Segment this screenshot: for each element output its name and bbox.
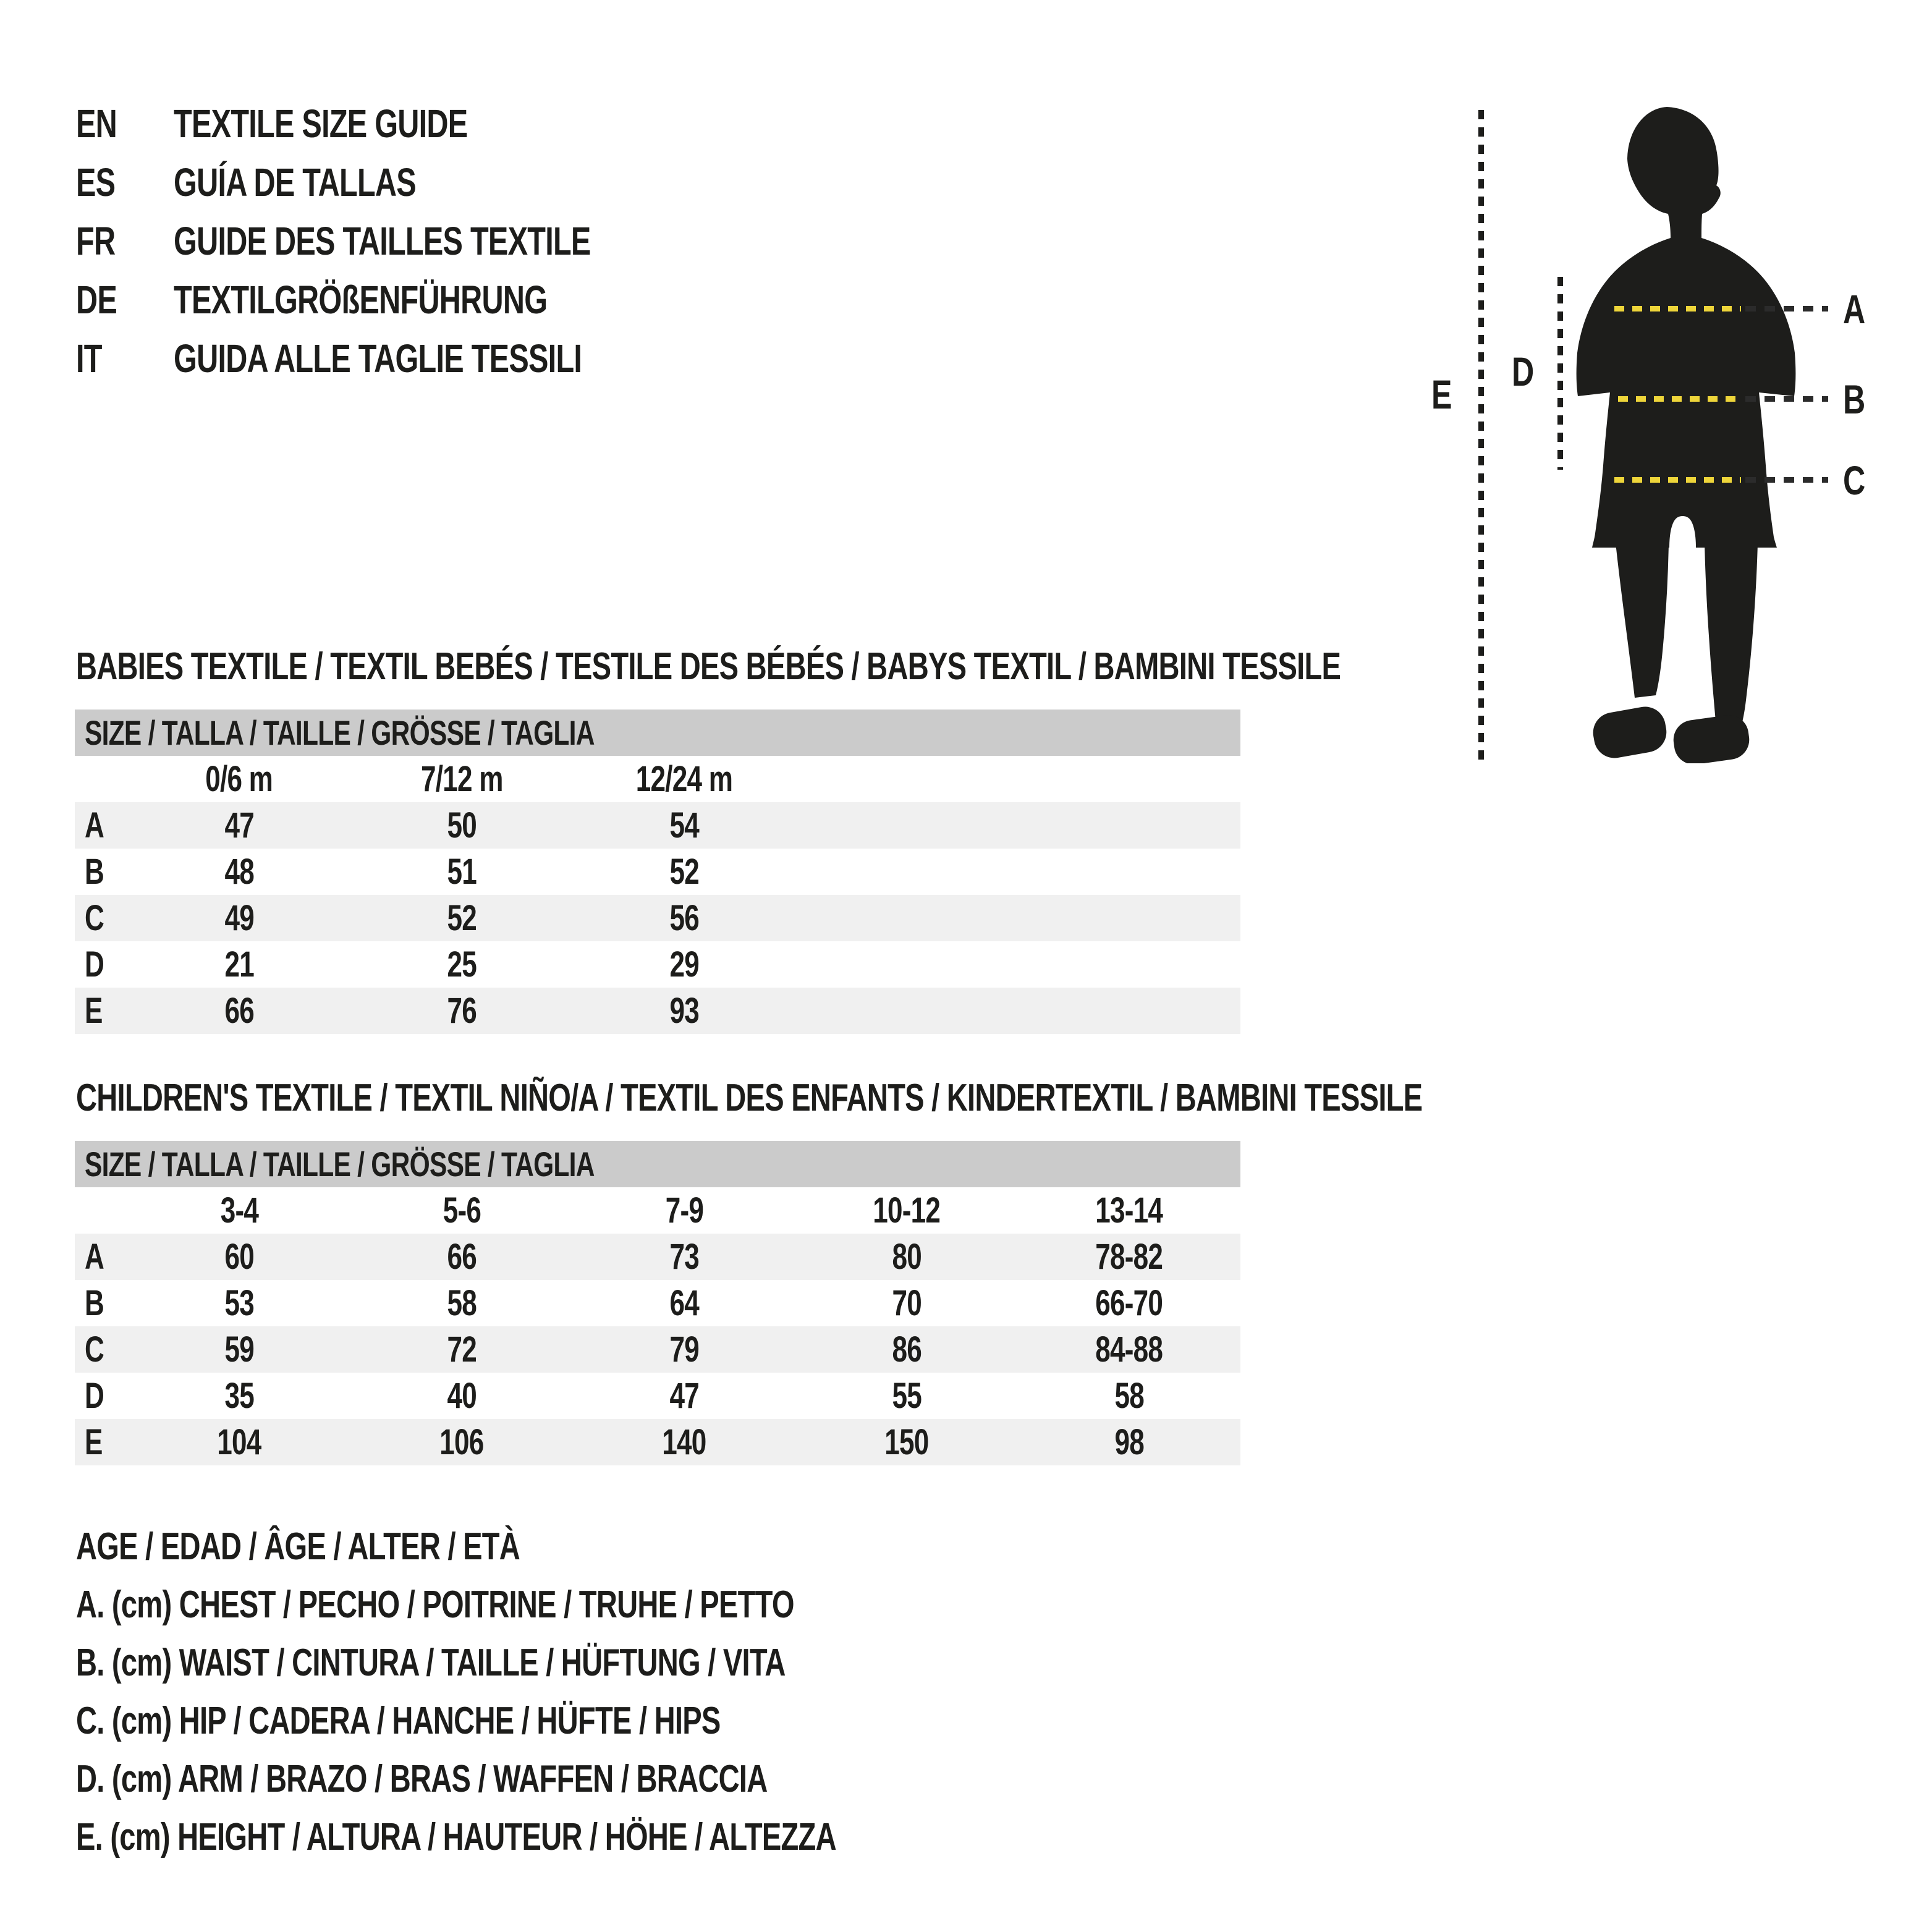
table-cell-text: 72: [447, 1329, 477, 1370]
legend-line: [76, 1692, 1076, 1750]
column-header: [573, 1190, 795, 1231]
column-header: [573, 758, 795, 800]
table-row: [75, 849, 1240, 895]
table-row: [75, 1419, 1240, 1465]
babies-size-header-bar: [75, 710, 1240, 756]
table-cell-text: 60: [224, 1237, 254, 1277]
babies-size-table: [75, 710, 1240, 1034]
table-cell-text: 50: [447, 805, 477, 845]
legend-line-text: E. (cm) HEIGHT / ALTURA / HAUTEUR / HÖHE / ALTEZZA: [76, 1815, 836, 1858]
hip-line-dark-dashes: [1745, 477, 1828, 483]
column-header-text: 0/6 m: [205, 759, 273, 799]
language-code: EN: [76, 101, 117, 146]
table-row: [75, 1280, 1240, 1326]
language-code: ES: [76, 159, 116, 205]
language-code: FR: [76, 218, 116, 263]
table-cell-text: 76: [447, 991, 477, 1031]
language-title-list: [76, 94, 722, 388]
table-cell-text: 55: [892, 1376, 922, 1416]
table-cell: [128, 944, 350, 985]
table-cell: [350, 805, 573, 846]
language-title: TEXTILGRÖßENFÜHRUNG: [174, 277, 548, 322]
table-cell: [128, 990, 350, 1032]
table-cell-text: 54: [669, 805, 699, 845]
table-row: [75, 941, 1240, 988]
table-cell-text: 73: [669, 1237, 699, 1277]
children-size-header-text: SIZE / TALLA / TAILLE / GRÖSSE / TAGLIA: [85, 1145, 595, 1184]
table-cell-text: 56: [669, 898, 699, 938]
legend-line: [76, 1517, 1076, 1575]
measurement-legend: [76, 1517, 1076, 1866]
table-cell-text: 47: [669, 1376, 699, 1416]
table-row: [75, 988, 1240, 1034]
row-label: [75, 1329, 128, 1370]
hip-line-yellow-dashes: [1614, 477, 1741, 483]
table-cell: [128, 851, 350, 892]
table-cell: [1018, 1421, 1240, 1463]
row-label-text: D: [85, 944, 104, 985]
table-cell: [1018, 1329, 1240, 1370]
table-cell: [128, 897, 350, 939]
table-cell: [128, 1375, 350, 1417]
table-cell: [350, 1421, 573, 1463]
table-cell-text: 66: [224, 991, 254, 1031]
table-cell: [795, 1236, 1018, 1277]
column-header-text: 7-9: [665, 1190, 703, 1231]
legend-line: [76, 1575, 1076, 1633]
column-header: [350, 758, 573, 800]
column-header: [350, 1190, 573, 1231]
table-cell-text: 106: [439, 1422, 484, 1462]
children-size-header-bar: [75, 1141, 1240, 1187]
table-cell: [128, 1329, 350, 1370]
arm-measure-dashed-line: [1557, 277, 1563, 470]
table-cell: [350, 1375, 573, 1417]
table-cell-text: 64: [669, 1283, 699, 1323]
table-row: [75, 895, 1240, 941]
table-cell-text: 51: [447, 852, 477, 892]
table-cell-text: 25: [447, 944, 477, 985]
legend-line: [76, 1750, 1076, 1808]
column-header: [795, 1190, 1018, 1231]
column-header-text: 7/12 m: [420, 759, 503, 799]
language-row: [76, 153, 722, 211]
height-measure-dashed-line: [1478, 110, 1484, 763]
marker-label-arm: D: [1512, 349, 1534, 394]
marker-label-height: E: [1431, 371, 1452, 417]
table-cell: [795, 1329, 1018, 1370]
table-cell-text: 70: [892, 1283, 922, 1323]
table-cell: [1018, 1236, 1240, 1277]
language-row: [76, 211, 722, 270]
table-cell-text: 49: [224, 898, 254, 938]
language-row: [76, 94, 722, 153]
column-header-text: 13-14: [1095, 1190, 1163, 1231]
table-cell: [573, 944, 795, 985]
language-title: GUÍA DE TALLAS: [174, 159, 416, 205]
table-cell-text: 47: [224, 805, 254, 845]
language-title: GUIDE DES TAILLES TEXTILE: [174, 218, 591, 263]
column-header-text: 10-12: [873, 1190, 941, 1231]
child-silhouette: [1575, 107, 1797, 763]
table-cell-text: 104: [217, 1422, 261, 1462]
table-cell-text: 98: [1114, 1422, 1144, 1462]
row-label: [75, 944, 128, 985]
legend-line-text: C. (cm) HIP / CADERA / HANCHE / HÜFTE / HIPS: [76, 1699, 721, 1742]
table-cell: [350, 897, 573, 939]
marker-label-chest: A: [1843, 286, 1865, 332]
marker-label-waist: B: [1843, 376, 1865, 422]
table-cell: [573, 1421, 795, 1463]
table-cell-text: 59: [224, 1329, 254, 1370]
table-cell-text: 52: [669, 852, 699, 892]
row-label: [75, 1236, 128, 1277]
table-cell: [350, 944, 573, 985]
table-cell: [350, 1236, 573, 1277]
legend-line-text: A. (cm) CHEST / PECHO / POITRINE / TRUHE / PETTO: [76, 1583, 794, 1626]
table-cell-text: 58: [447, 1283, 477, 1323]
table-cell: [573, 1375, 795, 1417]
legend-line-text: D. (cm) ARM / BRAZO / BRAS / WAFFEN / BRACCIA: [76, 1757, 768, 1800]
table-cell: [573, 805, 795, 846]
language-code: DE: [76, 277, 117, 322]
table-cell: [573, 1329, 795, 1370]
legend-line-text: B. (cm) WAIST / CINTURA / TAILLE / HÜFTUNG / VITA: [76, 1641, 786, 1684]
language-title: TEXTILE SIZE GUIDE: [174, 101, 468, 146]
marker-label-hip: C: [1843, 457, 1865, 503]
legend-line: [76, 1808, 1076, 1866]
table-cell: [128, 1236, 350, 1277]
table-row: [75, 802, 1240, 849]
row-label: [75, 897, 128, 939]
babies-size-header-text: SIZE / TALLA / TAILLE / GRÖSSE / TAGLIA: [85, 713, 595, 752]
table-cell-text: 84-88: [1095, 1329, 1163, 1370]
row-label: [75, 990, 128, 1032]
children-section-title-text: CHILDREN'S TEXTILE / TEXTIL NIÑO/A / TEXTIL DES ENFANTS / KINDERTEXTIL / BAMBINI TESSILE: [76, 1077, 1423, 1119]
language-code: IT: [76, 336, 102, 381]
row-label: [75, 1421, 128, 1463]
table-cell: [795, 1375, 1018, 1417]
children-size-table: [75, 1141, 1240, 1465]
row-label-text: A: [85, 805, 104, 845]
table-cell-text: 40: [447, 1376, 477, 1416]
table-cell: [573, 1282, 795, 1324]
waist-line-yellow-dashes: [1618, 396, 1741, 402]
chest-line-dark-dashes: [1745, 306, 1828, 311]
language-title: GUIDA ALLE TAGLIE TESSILI: [174, 336, 582, 381]
table-row: [75, 1234, 1240, 1280]
table-cell-text: 29: [669, 944, 699, 985]
column-header-text: 3-4: [220, 1190, 258, 1231]
table-cell-text: 150: [884, 1422, 929, 1462]
table-cell-text: 66: [447, 1237, 477, 1277]
language-row: [76, 329, 722, 388]
table-cell-text: 78-82: [1095, 1237, 1163, 1277]
table-cell: [573, 897, 795, 939]
table-cell-text: 79: [669, 1329, 699, 1370]
table-cell-text: 58: [1114, 1376, 1144, 1416]
table-cell: [795, 1421, 1018, 1463]
table-cell-text: 52: [447, 898, 477, 938]
column-header: [1018, 1190, 1240, 1231]
table-cell-text: 53: [224, 1283, 254, 1323]
table-cell: [1018, 1375, 1240, 1417]
row-label-text: C: [85, 898, 104, 938]
column-header: [128, 1190, 350, 1231]
row-label: [75, 1282, 128, 1324]
column-header: [128, 758, 350, 800]
legend-line: [76, 1633, 1076, 1692]
babies-column-header-row: [75, 756, 1240, 802]
column-header-text: 12/24 m: [635, 759, 733, 799]
children-column-header-row: [75, 1187, 1240, 1234]
legend-line-text: AGE / EDAD / ÂGE / ALTER / ETÀ: [76, 1525, 520, 1568]
row-label: [75, 805, 128, 846]
table-cell: [350, 990, 573, 1032]
row-label-text: E: [85, 1422, 103, 1462]
row-label-text: D: [85, 1376, 104, 1416]
table-row: [75, 1373, 1240, 1419]
babies-section-title-text: BABIES TEXTILE / TEXTIL BEBÉS / TESTILE DES BÉBÉS / BABYS TEXTIL / BAMBINI TESSILE: [76, 645, 1341, 688]
row-label-text: E: [85, 991, 103, 1031]
table-row: [75, 1326, 1240, 1373]
chest-line-yellow-dashes: [1614, 306, 1741, 311]
table-cell: [128, 1421, 350, 1463]
table-cell-text: 140: [662, 1422, 706, 1462]
row-label-text: B: [85, 1283, 104, 1323]
table-cell: [128, 1282, 350, 1324]
row-label-text: A: [85, 1237, 104, 1277]
table-cell-text: 48: [224, 852, 254, 892]
table-cell-text: 93: [669, 991, 699, 1031]
table-cell: [573, 1236, 795, 1277]
table-cell: [350, 1282, 573, 1324]
table-cell-text: 35: [224, 1376, 254, 1416]
table-cell: [128, 805, 350, 846]
table-cell-text: 80: [892, 1237, 922, 1277]
table-cell-text: 66-70: [1095, 1283, 1163, 1323]
children-section-title: [76, 1078, 1847, 1119]
row-label-text: B: [85, 852, 104, 892]
table-cell: [350, 851, 573, 892]
table-cell: [1018, 1282, 1240, 1324]
table-cell: [795, 1282, 1018, 1324]
babies-section-title: [76, 646, 1740, 687]
waist-line-dark-dashes: [1745, 396, 1828, 402]
table-cell-text: 21: [224, 944, 254, 985]
table-cell: [573, 990, 795, 1032]
language-row: [76, 270, 722, 329]
row-label-text: C: [85, 1329, 104, 1370]
table-cell: [350, 1329, 573, 1370]
table-cell-text: 86: [892, 1329, 922, 1370]
column-header-text: 5-6: [443, 1190, 481, 1231]
row-label: [75, 851, 128, 892]
row-label: [75, 1375, 128, 1417]
table-cell: [573, 851, 795, 892]
